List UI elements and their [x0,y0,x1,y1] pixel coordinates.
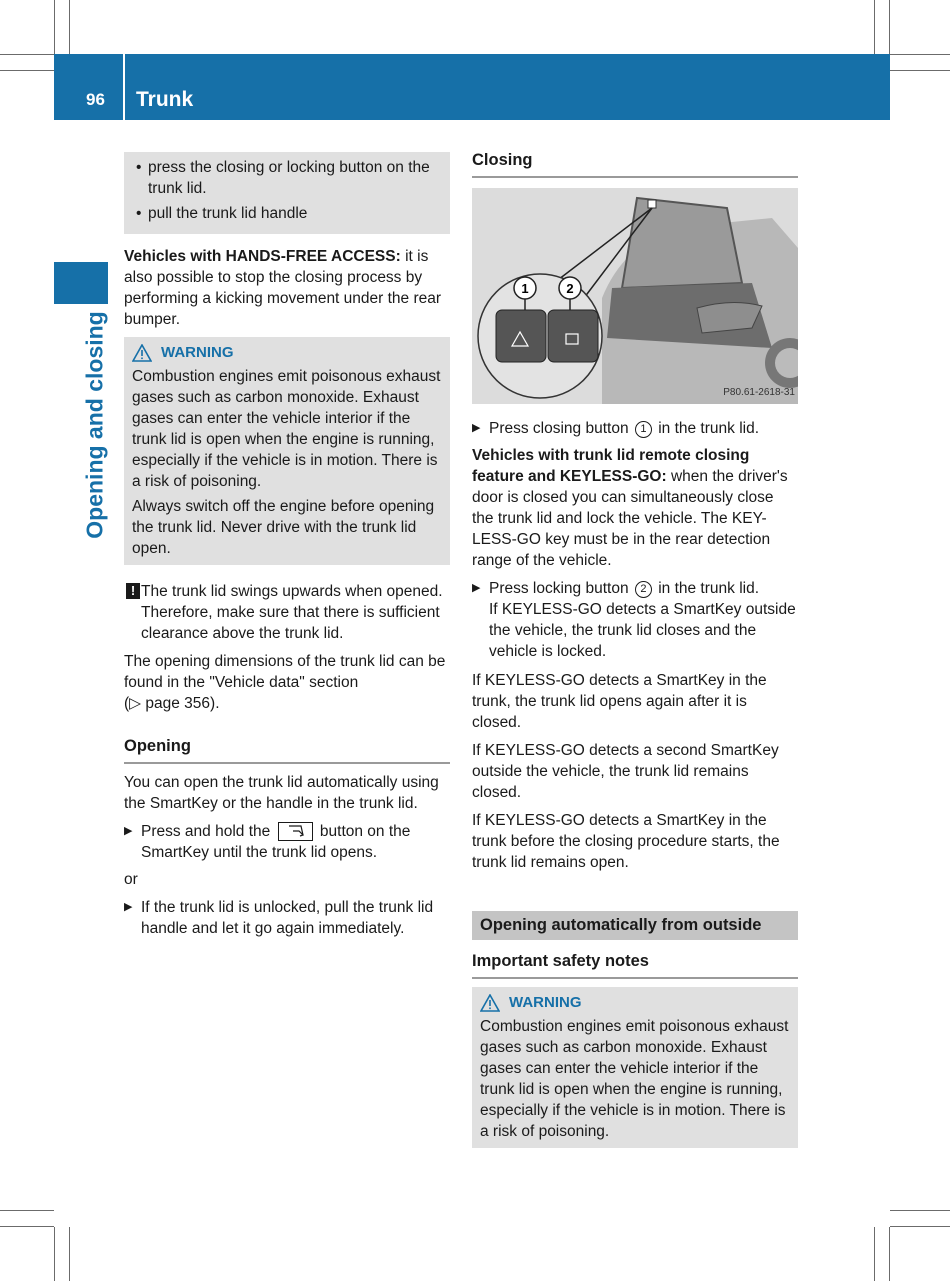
page-header [54,54,890,120]
warning-box [124,337,450,565]
handsfree-paragraph [124,246,450,330]
dimensions-paragraph [124,651,450,714]
crop-mark [69,0,70,54]
right-column [472,150,798,1148]
step-item [472,578,798,662]
keyless-text: when the driver's door is closed you can simultaneously close the trunk lid and lock the vehicle. The KEY-LESS-GO key must be in the rear detection range of the vehicle. [472,468,788,569]
section-heading: Opening automatically from outside [472,911,798,940]
page-reference: (▷ page 356). [124,695,220,712]
warning-heading [480,992,790,1013]
crop-mark [69,1227,70,1281]
warning-text: Always switch off the engine before opening the trunk lid. Never drive with the trunk lid open. [132,498,435,557]
crop-mark [874,0,875,54]
crop-mark [0,1226,54,1227]
crop-mark [0,70,54,71]
keyless-bold: Vehicles with trunk lid remote closing feature and KEYLESS-GO: [472,447,750,485]
dimensions-text: The opening dimensions of the trunk lid can be found in the "Vehicle data" section [124,653,446,691]
crop-mark [889,0,890,54]
chapter-label: Opening and closing [81,311,108,539]
list-item: • press the closing or locking button on the trunk lid. [132,157,442,199]
notice-text: The trunk lid swings upwards when opened. Therefore, make sure that there is sufficient clearance above the trunk lid. [141,583,443,642]
body-paragraph: If KEYLESS-GO detects a second SmartKey outside the vehicle, the trunk lid remains closed. [472,742,779,801]
warning-box [472,987,798,1148]
chapter-tab [54,262,108,304]
crop-mark [54,1227,55,1281]
crop-mark [54,0,55,54]
step-text: in the trunk lid. [658,580,760,597]
handsfree-bold: Vehicles with HANDS-FREE ACCESS: [124,248,401,265]
warning-triangle-icon [480,994,500,1012]
warning-title: WARNING [509,994,582,1011]
callout-2: 2 [566,281,574,296]
list-item: • pull the trunk lid handle [132,203,442,224]
step-item [124,821,450,863]
or-text: or [124,871,138,888]
safety-notes-heading: Important safety notes [472,951,798,979]
crop-mark [890,54,950,55]
handsfree-text: it is also possible to stop the closing process by performing a kicking movement under the rear bumper. [124,248,442,328]
opening-heading: Opening [124,736,450,764]
body-paragraph: If KEYLESS-GO detects a SmartKey in the trunk, the trunk lid opens again after it is closed. [472,672,767,731]
callout-2-icon: 2 [635,581,652,598]
crop-mark [890,70,950,71]
step-text: button on the SmartKey until the trunk lid opens. [141,823,411,861]
warning-heading [132,342,442,363]
step-result: If KEYLESS-GO detects a SmartKey outside the vehicle, the trunk lid closes and the vehicle is locked. [489,601,796,660]
crop-mark [889,1227,890,1281]
crop-mark [874,1227,875,1281]
warning-triangle-icon [132,344,152,362]
page-number: 96 [86,90,105,109]
exclamation-icon: ! [126,583,140,599]
callout-1-icon: 1 [635,421,652,438]
step-text: Press locking button [489,580,629,597]
notice [124,581,450,644]
trunk-key-icon [278,822,313,841]
callout-1: 1 [521,281,529,296]
closing-heading: Closing [472,150,798,178]
trunk-buttons-illustration [472,188,798,404]
crop-mark [0,54,54,55]
step-item [472,418,798,439]
trunk-car-illustration [472,188,798,404]
warning-text: Combustion engines emit poisonous exhaust gases such as carbon monoxide. Exhaust gases can enter the vehicle interior if the trunk lid is open when the engine is running, especially if the vehicle is in motion. There is a risk of poisoning. [132,368,441,490]
left-column [124,152,450,945]
intro-bullet-box [124,152,450,234]
opening-intro: You can open the trunk lid automatically using the SmartKey or the handle in the trunk lid. [124,774,439,812]
crop-mark [0,1210,54,1211]
step-text: Press closing button [489,420,629,437]
warning-text: Combustion engines emit poisonous exhaust gases such as carbon monoxide. Exhaust gases can enter the vehicle interior if the trunk lid is open when the engine is running, especially if the vehicle is in motion. There is a risk of poisoning. [480,1018,789,1140]
header-divider [123,54,125,120]
crop-mark [890,1226,950,1227]
image-code: P80.61-2618-31 [723,387,795,398]
step-item: ▶ If the trunk lid is unlocked, pull the trunk lid handle and let it go again immediately. [124,897,450,939]
crop-mark [890,1210,950,1211]
page-title: Trunk [136,88,194,111]
keyless-paragraph [472,445,798,571]
warning-title: WARNING [161,344,234,361]
step-text: in the trunk lid. [658,420,760,437]
step-text: Press and hold the [141,823,271,840]
body-paragraph: If KEYLESS-GO detects a SmartKey in the trunk before the closing procedure starts, the trunk lid remains open. [472,812,780,871]
